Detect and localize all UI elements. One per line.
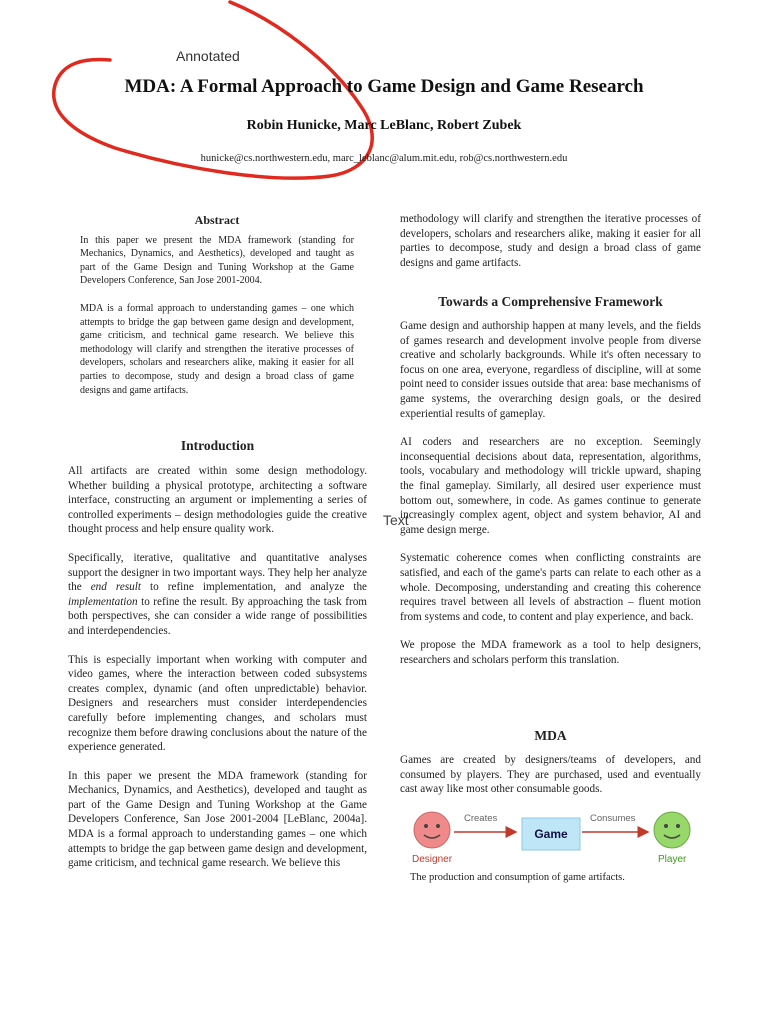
framework-heading: Towards a Comprehensive Framework [438, 294, 663, 309]
mda-paragraph: Games are created by designers/teams of developers, and consumed by players. They are purchased, used and eventually cast away like most other consumable goods. [400, 754, 701, 796]
intro-paragraph: In this paper we present the MDA framework (standing for Mechanics, Dynamics, and Aesthetics), developed and taught as part of the Game Design and Tuning Workshop at the Game Developers Conference, San Jose 2001-2004 [LeBlanc, 2004a]. MDA is a formal approach to understanding games – one which attempts to bridge the gap between game design and development, game criticism, and technical game research. We believe this [68, 769, 367, 870]
game-label: Game [534, 827, 568, 841]
framework-paragraph: AI coders and researchers are no exception. Seemingly inconsequential decisions about data, representation, algorithms, tools, vocabulary and methodology will trickle upward, shaping the final gameplay. Similarly, all desired user experience must bottom out, somewhere, in code. As games continue to generate increasingly complex agent, object and system behavior, AI and game design merge. [400, 436, 701, 536]
designer-label: Designer [412, 854, 453, 865]
paper-emails: hunicke@cs.northwestern.edu, marc_leblanc@alum.mit.edu, rob@cs.northwestern.edu [200, 153, 568, 164]
framework-paragraph: We propose the MDA framework as a tool to help designers, researchers and scholars perform this translation. [400, 639, 701, 666]
player-smiley-icon [654, 812, 690, 848]
introduction-body [68, 464, 367, 885]
creates-label: Creates [464, 813, 498, 824]
mda-heading: MDA [534, 728, 567, 743]
paper-title: MDA: A Formal Approach to Game Design and Game Research [124, 76, 644, 97]
player-label: Player [658, 854, 687, 865]
abstract-paragraph: MDA is a formal approach to understanding games – one which attempts to bridge the gap between game design and development, game criticism, and technical game research. We believe this methodology will clarify and strengthen the iterative processes of developers, scholars and researchers alike, making it easier for all parties to decompose, study and design a broad class of game designs and game artifacts. [80, 302, 354, 396]
intro-paragraph: Specifically, iterative, qualitative and quantitative analyses support the designer in two important ways. They help her analyze the end result to refine implementation, and analyze the implementation to refine the result. By approaching the task from both perspectives, she can consider a wide range of possibilities and interdependencies. [68, 551, 367, 637]
abstract-paragraph: In this paper we present the MDA framework (standing for Mechanics, Dynamics, and Aesthetics), developed and taught as part of the Game Design and Tuning Workshop at the Game Developers Conference, San Jose 2001-2004. [80, 234, 354, 287]
designer-smiley-icon [414, 812, 450, 848]
right-column-top [400, 212, 701, 284]
figure-caption: The production and consumption of game artifacts. [410, 872, 625, 883]
abstract-heading: Abstract [194, 213, 240, 227]
framework-body [400, 319, 701, 681]
consumes-label: Consumes [590, 813, 636, 824]
paper-authors: Robin Hunicke, Marc LeBlanc, Robert Zubek [246, 118, 522, 133]
intro-paragraph: This is especially important when working with computer and video games, where the interaction between coded subsystems creates complex, dynamic (and often unpredictable) behavior. Designers and researchers must consider interdependencies carefully before implementing changes, and scholars must recognize them before drawing conclusions about the nature of the experience generated. [68, 653, 367, 754]
mda-body [400, 753, 701, 811]
intro-paragraph: All artifacts are created within some design methodology. Whether building a physical prototype, architecting a software interface, constructing an argument or implementing a series of controlled experiments – design methodologies guide the creative thought process and help ensure quality work. [68, 465, 367, 536]
framework-paragraph: Systematic coherence comes when conflicting constraints are satisfied, and each of the game's parts can relate to each other as a whole. Decomposing, understanding and creating this coherence requires travel between all levels of abstraction – fluent motion from systems and code, to content and play experience, and back. [400, 552, 701, 623]
mda-figure [408, 806, 698, 866]
introduction-heading: Introduction [180, 438, 255, 453]
text-box-label: Text [383, 512, 409, 528]
abstract-section [80, 214, 354, 411]
framework-paragraph: Game design and authorship happen at many levels, and the fields of games research and development involve people from diverse creative and scholarly backgrounds. While it's often necessary to focus on one area, everyone, regardless of discipline, will at some point need to consider issues outside that area: base mechanisms of game systems, the overarching design goals, or the desired experiential results of gameplay. [400, 320, 701, 420]
annotation-label: Annotated [176, 48, 240, 64]
continued-paragraph: methodology will clarify and strengthen the iterative processes of developers, scholars and researchers alike, making it easier for all parties to decompose, study and design a broad class of game designs and game artifacts. [400, 213, 701, 269]
